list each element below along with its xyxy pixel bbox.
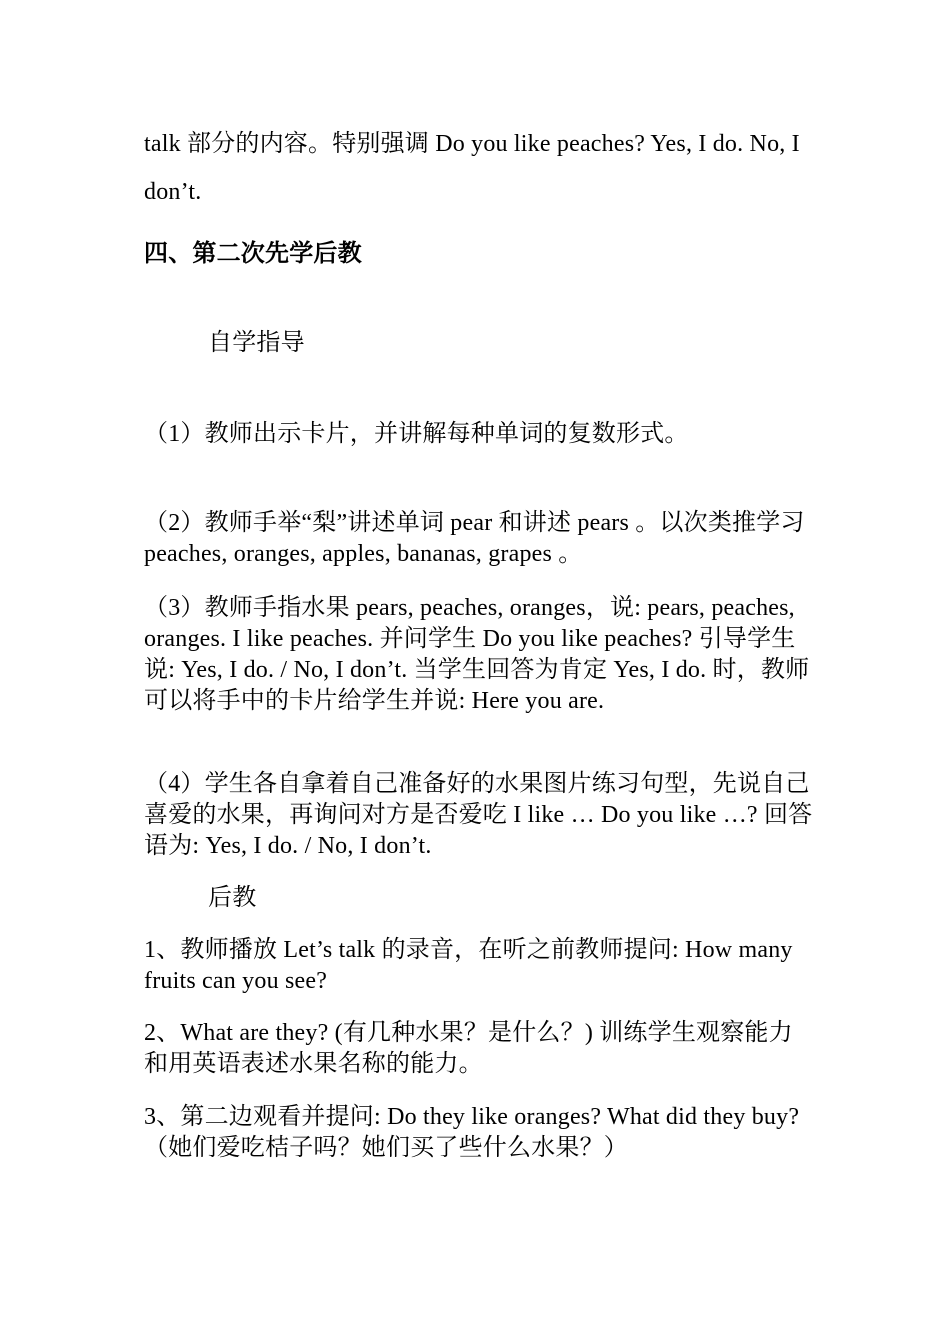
- step-1: 1、教师播放 Let’s talk 的录音，在听之前教师提问: How many fruits can you see?: [144, 937, 793, 994]
- list-item-1: （1）教师出示卡片，并讲解每种单词的复数形式。: [144, 421, 689, 447]
- list-item-3: （3）教师手指水果 pears, peaches, oranges，说: pears, peaches, oranges. I like peaches. 并问学生 Do you like peaches? 引导学生说: Yes, I do. / No, I don’t. 当学生回答为肯定 Yes, I do. 时，教师可以将手中的卡片给学生并说: Here you are.: [144, 595, 810, 714]
- list-item-2: （2）教师手举“梨”讲述单词 pear 和讲述 pears 。以次类推学习 peaches, oranges, apples, bananas, grapes 。: [144, 510, 805, 567]
- subheading-self-study: 自学指导: [208, 330, 305, 356]
- subheading-after-teach: 后教: [208, 885, 257, 911]
- step-3: 3、第二边观看并提问: Do they like oranges? What did they buy?（她们爱吃桔子吗？她们买了些什么水果？）: [144, 1104, 800, 1161]
- paragraph-talk-emphasis: talk 部分的内容。特别强调 Do you like peaches? Yes, I do. No, I don’t.: [144, 131, 800, 205]
- section-heading: 四、第二次先学后教: [144, 239, 362, 267]
- step-2: 2、What are they? (有几种水果？是什么？) 训练学生观察能力和用英语表述水果名称的能力。: [144, 1020, 793, 1077]
- list-item-4: （4）学生各自拿着自己准备好的水果图片练习句型，先说自己喜爱的水果，再询问对方是否爱吃 I like … Do you like …? 回答语为: Yes, I do. / No, I don’t.: [144, 771, 813, 859]
